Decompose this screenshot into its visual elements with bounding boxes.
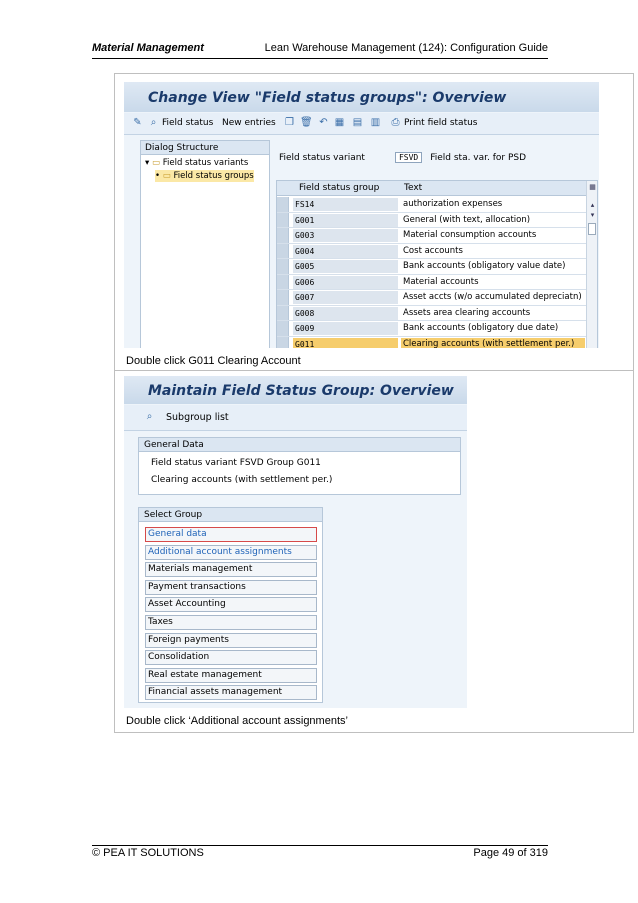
row-selector[interactable] — [277, 321, 289, 336]
table-row[interactable] — [277, 321, 587, 337]
table-header — [277, 181, 597, 196]
variant-group-line: Field status variant FSVD Group G011 — [151, 458, 321, 468]
tree-item-field-status-variants[interactable] — [145, 157, 248, 169]
variant-value: FSVD — [395, 152, 422, 163]
scroll-arrow-up-icon[interactable]: ▴ — [590, 201, 595, 209]
bullet-icon: • — [155, 171, 161, 181]
column-header-group: Field status group — [299, 183, 380, 193]
scroll-arrow-down-icon[interactable]: ▾ — [590, 211, 595, 219]
copy-icon[interactable]: ❐ — [285, 117, 294, 128]
scroll-up-icon[interactable]: ▦ — [589, 183, 596, 191]
select-group-item[interactable]: Financial assets management — [145, 685, 317, 700]
select-group-panel — [138, 507, 323, 703]
group-code-cell[interactable]: G005 — [293, 260, 398, 273]
group-text-cell[interactable]: General (with text, allocation) — [403, 214, 531, 225]
field-status-groups-screen — [124, 82, 599, 348]
tree-item-label: Field status variants — [162, 158, 249, 168]
header-rule — [92, 58, 548, 59]
group-code-cell[interactable]: G009 — [293, 322, 398, 335]
group-text-cell[interactable]: Assets area clearing accounts — [403, 307, 531, 318]
variant-description: Field sta. var. for PSD — [430, 153, 527, 163]
select-all-icon[interactable]: ▦ — [334, 117, 345, 128]
row-selector[interactable] — [277, 244, 289, 259]
footer-copyright: © PEA IT SOLUTIONS — [92, 847, 204, 859]
select-group-item[interactable]: Taxes — [145, 615, 317, 630]
print-field-status-button[interactable]: Print field status — [404, 118, 478, 128]
group-code-cell[interactable]: G006 — [293, 276, 398, 289]
variant-label: Field status variant — [279, 153, 365, 163]
tree-header: Dialog Structure — [141, 141, 269, 155]
table-row[interactable] — [277, 306, 587, 322]
table-row[interactable] — [277, 259, 587, 275]
group-text-cell[interactable]: authorization expenses — [403, 199, 503, 209]
new-entries-button[interactable]: New entries — [222, 118, 276, 128]
row-selector[interactable] — [277, 306, 289, 321]
row-selector[interactable] — [277, 197, 289, 212]
group-text-cell[interactable]: Material consumption accounts — [403, 230, 537, 240]
column-header-text: Text — [404, 183, 423, 193]
screen-title-bar — [124, 376, 467, 404]
field-status-variant-row — [279, 152, 526, 163]
deselect-all-icon[interactable]: ▥ — [370, 117, 381, 128]
field-status-groups-table — [276, 180, 598, 348]
subgroup-list-icon[interactable]: ⌕ — [146, 411, 153, 422]
select-group-item[interactable]: General data — [145, 527, 317, 542]
table-row[interactable] — [277, 197, 587, 213]
table-row[interactable] — [277, 290, 587, 306]
group-code-cell[interactable]: G008 — [293, 307, 398, 320]
row-selector[interactable] — [277, 228, 289, 243]
footer-rule — [92, 845, 548, 846]
table-row[interactable] — [277, 275, 587, 291]
group-text-cell[interactable]: Asset accts (w/o accumulated depreciatn) — [403, 292, 582, 302]
group-code-cell[interactable]: G003 — [293, 229, 398, 242]
general-data-panel — [138, 437, 461, 495]
group-code-cell[interactable]: G011 — [293, 338, 398, 349]
caption-step-2: Double click ‘Additional account assignments’ — [126, 715, 348, 727]
select-block-icon[interactable]: ▤ — [352, 117, 363, 128]
app-toolbar — [124, 113, 599, 135]
group-code-cell[interactable]: G004 — [293, 245, 398, 258]
undo-icon[interactable]: ↶ — [319, 117, 328, 128]
group-text-cell[interactable]: Material accounts — [403, 276, 479, 287]
page-number: Page 49 of 319 — [473, 847, 548, 859]
screen-title: Change View "Field status groups": Overview — [148, 90, 507, 106]
subgroup-list-button[interactable]: Subgroup list — [166, 412, 229, 423]
tree-item-label: Field status groups — [173, 171, 254, 181]
group-code-cell[interactable]: G001 — [293, 214, 398, 227]
select-group-item[interactable]: Foreign payments — [145, 633, 317, 648]
folder-open-icon: ▭ — [162, 171, 171, 181]
panel-header: Select Group — [139, 508, 322, 522]
row-selector[interactable] — [277, 259, 289, 274]
tree-item-field-status-groups[interactable] — [155, 170, 254, 182]
caption-step-1: Double click G011 Clearing Account — [126, 355, 301, 367]
maintain-field-status-group-screen — [124, 376, 467, 708]
select-group-item[interactable]: Real estate management — [145, 668, 317, 683]
table-scrollbar[interactable] — [586, 181, 597, 348]
group-text-cell[interactable]: Cost accounts — [403, 245, 463, 256]
table-row[interactable] — [277, 337, 587, 349]
select-group-item[interactable]: Additional account assignments — [145, 545, 317, 560]
box-divider — [115, 370, 633, 371]
header-doc-title: Lean Warehouse Management (124): Configuration Guide — [264, 42, 548, 54]
expand-icon[interactable]: ▾ — [145, 158, 150, 168]
table-row[interactable] — [277, 213, 587, 229]
header-section-title: Material Management — [92, 42, 204, 54]
screen-title: Maintain Field Status Group: Overview — [148, 383, 454, 399]
group-code-cell[interactable]: G007 — [293, 291, 398, 304]
scroll-thumb[interactable] — [588, 223, 596, 235]
print-icon[interactable]: ⎙ — [391, 117, 400, 128]
select-group-item[interactable]: Asset Accounting — [145, 597, 317, 612]
row-selector[interactable] — [277, 290, 289, 305]
app-toolbar — [124, 405, 467, 431]
select-group-item[interactable]: Materials management — [145, 562, 317, 577]
row-selector[interactable] — [277, 337, 289, 349]
content-box — [114, 73, 634, 733]
group-text-cell[interactable]: Bank accounts (obligatory due date) — [403, 323, 559, 333]
field-status-icon[interactable]: ⌕ — [150, 117, 157, 128]
table-row[interactable] — [277, 244, 587, 260]
panel-header: General Data — [139, 438, 460, 452]
table-row[interactable] — [277, 228, 587, 244]
field-status-button[interactable]: Field status — [162, 118, 214, 128]
folder-icon: ▭ — [151, 158, 161, 168]
row-selector[interactable] — [277, 275, 289, 290]
group-description: Clearing accounts (with settlement per.) — [151, 475, 333, 485]
group-code-cell[interactable]: FS14 — [293, 198, 398, 211]
dialog-structure-tree — [140, 140, 270, 348]
row-selector[interactable] — [277, 213, 289, 228]
delete-icon[interactable]: 🗑 — [300, 117, 313, 128]
select-group-item[interactable]: Consolidation — [145, 650, 317, 665]
group-text-cell[interactable]: Bank accounts (obligatory value date) — [403, 261, 566, 271]
display-change-icon[interactable]: ✎ — [133, 117, 142, 128]
group-text-cell[interactable]: Clearing accounts (with settlement per.) — [401, 338, 585, 349]
screen-title-bar — [124, 82, 599, 112]
select-group-item[interactable]: Payment transactions — [145, 580, 317, 595]
